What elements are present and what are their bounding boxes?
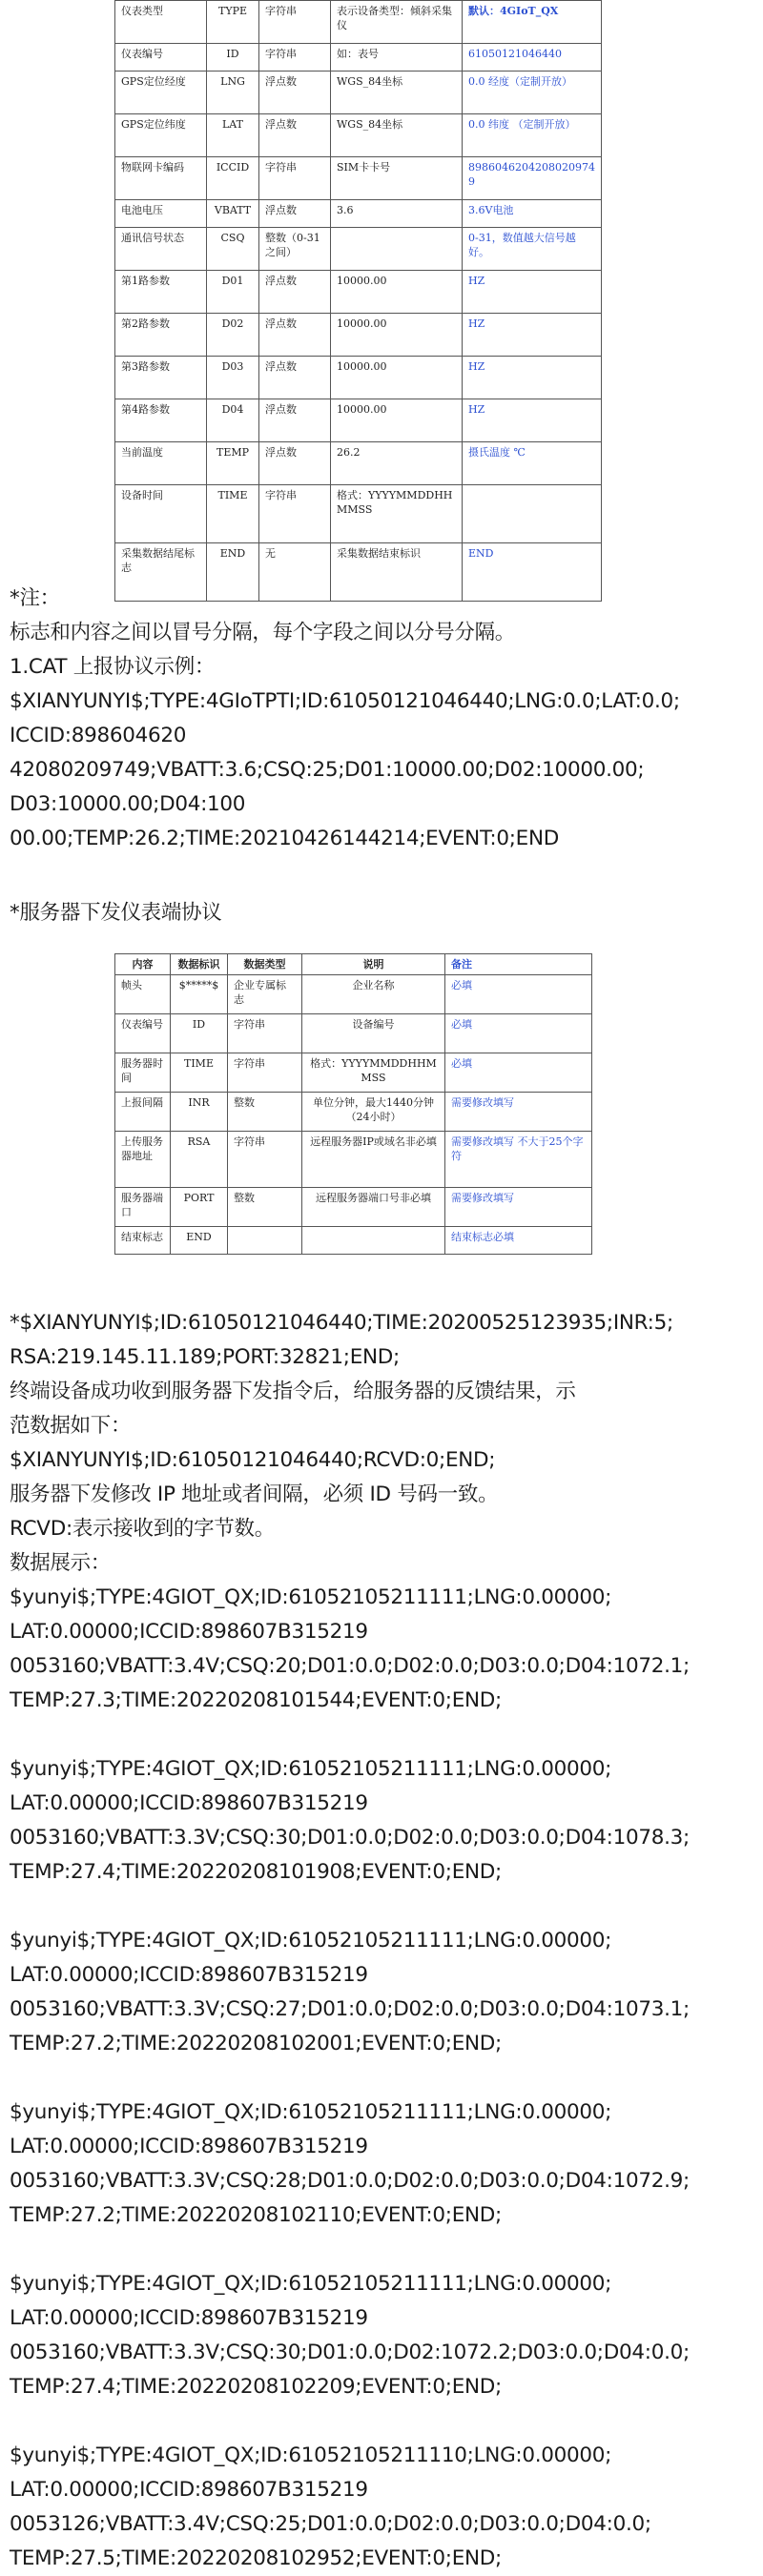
table-cell: 字符串 (259, 44, 331, 72)
table-cell: 上报间隔 (115, 1093, 171, 1132)
report-field-table (114, 0, 602, 602)
table-cell (228, 1227, 302, 1255)
table-cell: LNG (207, 72, 259, 114)
table-cell: 格式：YYYYMMDDHHMMSS (302, 1053, 445, 1093)
text-line: 42080209749;VBATT:3.6;CSQ:25;D01:10000.00;D02:10000.00; (10, 758, 645, 782)
table-cell: 字符串 (259, 1, 331, 44)
table-cell: GPS定位纬度 (115, 114, 207, 157)
table-cell: 需要修改填写 (445, 1093, 592, 1132)
text-line: LAT:0.00000;ICCID:898607B315219 (10, 1620, 368, 1644)
table-cell: 0.0 纬度 （定制开放） (463, 114, 602, 157)
table-cell: HZ (463, 314, 602, 357)
table-cell: WGS_84坐标 (331, 114, 463, 157)
table-cell: TIME (207, 485, 259, 543)
table-cell: D03 (207, 357, 259, 399)
table-cell: 浮点数 (259, 314, 331, 357)
table-cell: 设备时间 (115, 485, 207, 543)
table-row (115, 44, 602, 72)
text-line: $XIANYUNYI$;TYPE:4GIoTPTI;ID:61050121046440;LNG:0.0;LAT:0.0; (10, 689, 680, 713)
table-cell: 第2路参数 (115, 314, 207, 357)
table-cell: 必填 (445, 1053, 592, 1093)
column-header: 数据标识 (171, 954, 228, 975)
text-line: TEMP:27.4;TIME:20220208102209;EVENT:0;END; (10, 2375, 502, 2399)
table-cell: HZ (463, 271, 602, 314)
table-cell: D04 (207, 399, 259, 442)
server-protocol-note (10, 1306, 758, 2576)
table-cell: 设备编号 (302, 1014, 445, 1053)
text-line: 1.CAT 上报协议示例： (10, 655, 216, 679)
text-line: 标志和内容之间以冒号分隔，每个字段之间以分号分隔。 (10, 621, 516, 644)
table-cell: 61050121046440 (463, 44, 602, 72)
table-cell: 仪表编号 (115, 44, 207, 72)
text-line: LAT:0.00000;ICCID:898607B315219 (10, 2135, 368, 2158)
table-row (115, 200, 602, 228)
table-cell: 企业名称 (302, 975, 445, 1014)
table-header-row (115, 954, 592, 975)
table-cell: 3.6V电池 (463, 200, 602, 228)
table-cell: 字符串 (228, 1132, 302, 1188)
table-row (115, 399, 602, 442)
table-cell: 字符串 (259, 485, 331, 543)
table-cell (463, 485, 602, 543)
table-cell: LAT (207, 114, 259, 157)
text-line: TEMP:27.2;TIME:20220208102001;EVENT:0;END; (10, 2032, 502, 2055)
text-line: *注： (10, 586, 60, 610)
table-cell: 10000.00 (331, 357, 463, 399)
text-line: D03:10000.00;D04:100 (10, 792, 246, 816)
table-row (115, 1188, 592, 1227)
table-cell: 整数（0-31之间） (259, 228, 331, 271)
table-cell: WGS_84坐标 (331, 72, 463, 114)
table-cell: 89860462042080209749 (463, 157, 602, 200)
text-line: LAT:0.00000;ICCID:898607B315219 (10, 2478, 368, 2502)
table-cell: 通讯信号状态 (115, 228, 207, 271)
table-cell (302, 1227, 445, 1255)
column-header: 数据类型 (228, 954, 302, 975)
table-cell: VBATT (207, 200, 259, 228)
table-cell: 企业专属标志 (228, 975, 302, 1014)
table-cell: D01 (207, 271, 259, 314)
table-cell: 格式：YYYYMMDDHHMMSS (331, 485, 463, 543)
table-row (115, 442, 602, 485)
table-cell: 整数 (228, 1188, 302, 1227)
table-cell: 第4路参数 (115, 399, 207, 442)
text-line: 数据展示： (10, 1551, 112, 1575)
server-field-table (114, 953, 592, 1255)
table-cell: 浮点数 (259, 399, 331, 442)
table-row (115, 1227, 592, 1255)
table-cell: 第3路参数 (115, 357, 207, 399)
table-cell: 浮点数 (259, 442, 331, 485)
text-line: $yunyi$;TYPE:4GIOT_QX;ID:61052105211111;LNG:0.00000; (10, 2100, 612, 2124)
text-line: TEMP:27.5;TIME:20220208102952;EVENT:0;END; (10, 2546, 502, 2570)
column-header: 说明 (302, 954, 445, 975)
table-row (115, 1014, 592, 1053)
table-cell: PORT (171, 1188, 228, 1227)
table-cell: 浮点数 (259, 271, 331, 314)
text-line: 00.00;TEMP:26.2;TIME:20210426144214;EVENT:0;END (10, 827, 560, 850)
table-row (115, 72, 602, 114)
table-cell: 采集数据结尾标志 (115, 543, 207, 602)
table-cell: 必填 (445, 975, 592, 1014)
text-line: TEMP:27.2;TIME:20220208102110;EVENT:0;END; (10, 2203, 502, 2227)
table-cell: D02 (207, 314, 259, 357)
table-cell: 物联网卡编码 (115, 157, 207, 200)
text-line: 0053160;VBATT:3.3V;CSQ:30;D01:0.0;D02:1072.2;D03:0.0;D04:0.0; (10, 2341, 690, 2364)
text-line: 服务器下发修改 IP 地址或者间隔，必须 ID 号码一致。 (10, 1482, 499, 1506)
text-line: $yunyi$;TYPE:4GIOT_QX;ID:61052105211111;LNG:0.00000; (10, 2272, 612, 2296)
table-cell: 需要修改填写 不大于25个字符 (445, 1132, 592, 1188)
server-protocol-heading: *服务器下发仪表端协议 (10, 901, 222, 925)
table-cell: 无 (259, 543, 331, 602)
table-row (115, 228, 602, 271)
table-row (115, 1053, 592, 1093)
text-line: 终端设备成功收到服务器下发指令后，给服务器的反馈结果，示 (10, 1380, 576, 1403)
table-cell: 结束标志必填 (445, 1227, 592, 1255)
table-cell: 帧头 (115, 975, 171, 1014)
table-cell: 采集数据结束标识 (331, 543, 463, 602)
table-cell: END (207, 543, 259, 602)
table-row (115, 1, 602, 44)
table-cell: TEMP (207, 442, 259, 485)
table-cell: 字符串 (228, 1014, 302, 1053)
table-row (115, 314, 602, 357)
table-cell: GPS定位经度 (115, 72, 207, 114)
table-row (115, 1132, 592, 1188)
text-line: LAT:0.00000;ICCID:898607B315219 (10, 1963, 368, 1987)
table-cell: 0.0 经度（定制开放） (463, 72, 602, 114)
table-cell: CSQ (207, 228, 259, 271)
table-cell: ID (171, 1014, 228, 1053)
table-row (115, 114, 602, 157)
table-cell: 单位分钟，最大1440分钟（24小时） (302, 1093, 445, 1132)
table-cell: 3.6 (331, 200, 463, 228)
table-cell: 远程服务器端口号非必填 (302, 1188, 445, 1227)
table-cell: ICCID (207, 157, 259, 200)
text-line (10, 2233, 758, 2267)
text-line: $yunyi$;TYPE:4GIOT_QX;ID:61052105211111;LNG:0.00000; (10, 1585, 612, 1609)
table-cell: 字符串 (228, 1053, 302, 1093)
table-cell: HZ (463, 357, 602, 399)
text-line: $yunyi$;TYPE:4GIOT_QX;ID:61052105211110;LNG:0.00000; (10, 2443, 612, 2467)
text-line: 0053160;VBATT:3.3V;CSQ:27;D01:0.0;D02:0.0;D03:0.0;D04:1073.1; (10, 1997, 690, 2021)
table-row (115, 975, 592, 1014)
table-cell: 10000.00 (331, 399, 463, 442)
text-line: 0053160;VBATT:3.4V;CSQ:20;D01:0.0;D02:0.0;D03:0.0;D04:1072.1; (10, 1654, 690, 1678)
table-cell: 上传服务器地址 (115, 1132, 171, 1188)
text-line: $yunyi$;TYPE:4GIOT_QX;ID:61052105211111;LNG:0.00000; (10, 1929, 612, 1952)
table-cell: END (463, 543, 602, 602)
table-cell: 整数 (228, 1093, 302, 1132)
table-cell: 结束标志 (115, 1227, 171, 1255)
table-cell: 如：表号 (331, 44, 463, 72)
table-cell (331, 228, 463, 271)
report-protocol-note (10, 582, 758, 856)
text-line: $XIANYUNYI$;ID:61050121046440;RCVD:0;END; (10, 1448, 496, 1472)
table-cell: 浮点数 (259, 357, 331, 399)
table-cell: ID (207, 44, 259, 72)
text-line: TEMP:27.4;TIME:20220208101908;EVENT:0;END; (10, 1860, 502, 1884)
table-cell: END (171, 1227, 228, 1255)
text-line: 0053160;VBATT:3.3V;CSQ:28;D01:0.0;D02:0.0;D03:0.0;D04:1072.9; (10, 2169, 690, 2193)
table-cell: RSA (171, 1132, 228, 1188)
table-cell: 10000.00 (331, 314, 463, 357)
table-cell: INR (171, 1093, 228, 1132)
text-line: TEMP:27.3;TIME:20220208101544;EVENT:0;END; (10, 1688, 502, 1712)
table-cell: 当前温度 (115, 442, 207, 485)
table-row (115, 271, 602, 314)
table-cell: 字符串 (259, 157, 331, 200)
table-cell: 必填 (445, 1014, 592, 1053)
text-line (10, 1890, 758, 1924)
text-line: RSA:219.145.11.189;PORT:32821;END; (10, 1345, 400, 1369)
table-cell: 电池电压 (115, 200, 207, 228)
table-cell: 默认：4GIoT_QX (463, 1, 602, 44)
table-cell: 仪表类型 (115, 1, 207, 44)
table-cell: 26.2 (331, 442, 463, 485)
table-cell: 需要修改填写 (445, 1188, 592, 1227)
text-line: *$XIANYUNYI$;ID:61050121046440;TIME:20200525123935;INR:5; (10, 1311, 673, 1335)
text-line (10, 2404, 758, 2439)
table-row (115, 485, 602, 543)
table-cell: 浮点数 (259, 200, 331, 228)
text-line: RCVD:表示接收到的字节数。 (10, 1517, 275, 1541)
table-cell: 远程服务器IP或域名非必填 (302, 1132, 445, 1188)
table-cell: $*****$ (171, 975, 228, 1014)
table-row (115, 157, 602, 200)
table-cell: SIM卡卡号 (331, 157, 463, 200)
text-line: ICCID:898604620 (10, 724, 187, 747)
text-line (10, 2061, 758, 2096)
column-header: 备注 (445, 954, 592, 975)
table-cell: HZ (463, 399, 602, 442)
table-cell: 10000.00 (331, 271, 463, 314)
table-cell: TYPE (207, 1, 259, 44)
text-line: LAT:0.00000;ICCID:898607B315219 (10, 2306, 368, 2330)
table-cell: 表示设备类型：倾斜采集仪 (331, 1, 463, 44)
text-line (10, 1718, 758, 1752)
text-line: 0053126;VBATT:3.4V;CSQ:25;D01:0.0;D02:0.0;D03:0.0;D04:0.0; (10, 2512, 651, 2536)
text-line: 范数据如下： (10, 1414, 132, 1438)
column-header: 内容 (115, 954, 171, 975)
table-cell: 服务器时间 (115, 1053, 171, 1093)
text-line: 0053160;VBATT:3.3V;CSQ:30;D01:0.0;D02:0.0;D03:0.0;D04:1078.3; (10, 1826, 690, 1850)
table-cell: 0-31，数值越大信号越好。 (463, 228, 602, 271)
table-cell: 浮点数 (259, 114, 331, 157)
table-row (115, 1093, 592, 1132)
table-cell: 仪表编号 (115, 1014, 171, 1053)
text-line: $yunyi$;TYPE:4GIOT_QX;ID:61052105211111;LNG:0.00000; (10, 1757, 612, 1781)
table-cell: TIME (171, 1053, 228, 1093)
table-cell: 第1路参数 (115, 271, 207, 314)
table-cell: 浮点数 (259, 72, 331, 114)
table-row (115, 357, 602, 399)
table-cell: 服务器端口 (115, 1188, 171, 1227)
text-line: LAT:0.00000;ICCID:898607B315219 (10, 1791, 368, 1815)
table-cell: 摄氏温度 ℃ (463, 442, 602, 485)
